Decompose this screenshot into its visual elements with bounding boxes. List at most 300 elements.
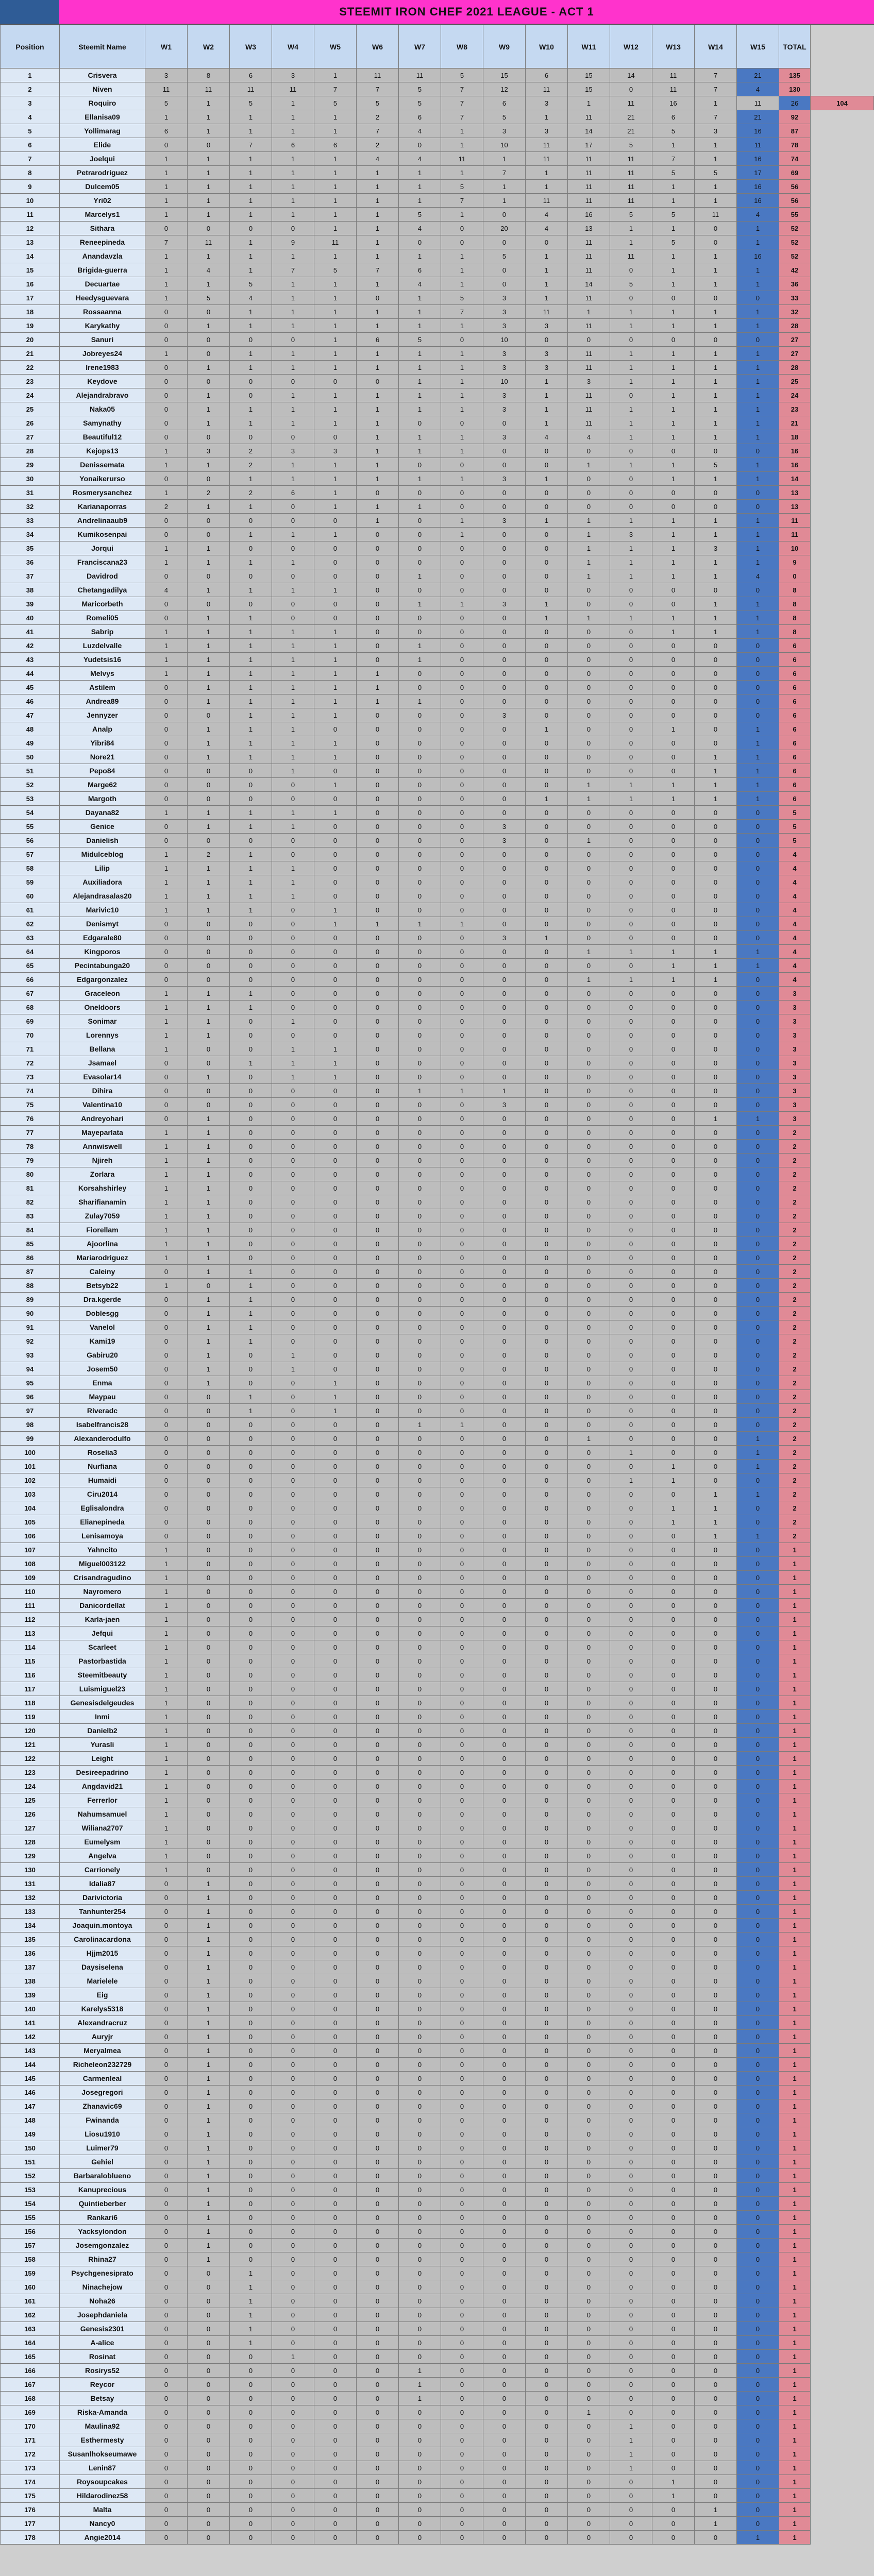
week-cell[interactable]: 0 (610, 625, 652, 639)
total-cell[interactable]: 5 (779, 834, 811, 848)
position-cell[interactable]: 149 (1, 2127, 60, 2141)
week-cell[interactable]: 0 (610, 1223, 652, 1237)
week-cell[interactable]: 0 (695, 2280, 737, 2294)
week-cell[interactable]: 0 (737, 1501, 779, 1515)
week-cell[interactable]: 0 (652, 1126, 695, 1140)
name-cell[interactable]: Korsahshirley (60, 1181, 145, 1195)
week-cell[interactable]: 0 (568, 2350, 610, 2364)
week-cell[interactable]: 0 (483, 1167, 526, 1181)
position-cell[interactable]: 139 (1, 1988, 60, 2002)
name-cell[interactable]: Nahumsamuel (60, 1807, 145, 1821)
week-cell[interactable]: 0 (314, 1209, 357, 1223)
week-cell[interactable]: 5 (652, 235, 695, 249)
week-cell[interactable]: 0 (441, 764, 483, 778)
week-cell[interactable]: 1 (314, 305, 357, 319)
week-cell[interactable]: 1 (568, 2405, 610, 2419)
week-cell[interactable]: 0 (314, 2322, 357, 2336)
total-cell[interactable]: 1 (779, 2252, 811, 2266)
week-cell[interactable]: 0 (695, 639, 737, 653)
week-cell[interactable]: 0 (188, 347, 230, 361)
week-cell[interactable]: 0 (145, 1446, 188, 1460)
week-cell[interactable]: 0 (272, 1654, 314, 1668)
week-cell[interactable]: 0 (737, 1780, 779, 1793)
name-cell[interactable]: Valentina10 (60, 1098, 145, 1112)
week-cell[interactable]: 0 (568, 2447, 610, 2461)
week-cell[interactable]: 1 (652, 555, 695, 569)
week-cell[interactable]: 0 (272, 2002, 314, 2016)
week-cell[interactable]: 1 (568, 611, 610, 625)
week-cell[interactable]: 0 (357, 2044, 399, 2058)
week-cell[interactable]: 0 (272, 959, 314, 973)
name-cell[interactable]: Fiorellam (60, 1223, 145, 1237)
name-cell[interactable]: Kumikosenpai (60, 528, 145, 541)
name-cell[interactable]: Humaidi (60, 1473, 145, 1487)
week-cell[interactable]: 0 (652, 2099, 695, 2113)
week-cell[interactable]: 1 (188, 1265, 230, 1279)
week-cell[interactable]: 0 (610, 639, 652, 653)
total-cell[interactable]: 78 (779, 138, 811, 152)
week-cell[interactable]: 1 (230, 1320, 272, 1334)
week-cell[interactable]: 0 (272, 1446, 314, 1460)
total-cell[interactable]: 6 (779, 778, 811, 792)
week-cell[interactable]: 0 (568, 1933, 610, 1946)
week-cell[interactable]: 0 (188, 430, 230, 444)
week-cell[interactable]: 0 (145, 1293, 188, 1307)
week-cell[interactable]: 1 (695, 2517, 737, 2531)
week-cell[interactable]: 0 (314, 2378, 357, 2392)
week-cell[interactable]: 4 (526, 222, 568, 235)
week-cell[interactable]: 0 (610, 1487, 652, 1501)
week-cell[interactable]: 0 (230, 597, 272, 611)
week-cell[interactable]: 0 (652, 917, 695, 931)
week-cell[interactable]: 0 (652, 1571, 695, 1585)
week-cell[interactable]: 0 (230, 1988, 272, 2002)
week-cell[interactable]: 0 (145, 973, 188, 987)
week-cell[interactable]: 0 (483, 1668, 526, 1682)
week-cell[interactable]: 0 (188, 1807, 230, 1821)
week-cell[interactable]: 0 (695, 1209, 737, 1223)
week-cell[interactable]: 0 (441, 1320, 483, 1334)
position-cell[interactable]: 12 (1, 222, 60, 235)
week-cell[interactable]: 0 (568, 2183, 610, 2197)
week-cell[interactable]: 0 (399, 1265, 441, 1279)
week-cell[interactable]: 0 (441, 486, 483, 500)
position-cell[interactable]: 110 (1, 1585, 60, 1599)
week-cell[interactable]: 0 (441, 681, 483, 694)
week-cell[interactable]: 0 (230, 1960, 272, 1974)
week-cell[interactable]: 1 (314, 388, 357, 402)
week-cell[interactable]: 11 (526, 152, 568, 166)
week-cell[interactable]: 1 (188, 694, 230, 708)
week-cell[interactable]: 0 (610, 1807, 652, 1821)
week-cell[interactable]: 0 (399, 2141, 441, 2155)
week-cell[interactable]: 1 (737, 959, 779, 973)
week-cell[interactable]: 1 (737, 222, 779, 235)
week-cell[interactable]: 1 (357, 667, 399, 681)
week-cell[interactable]: 1 (314, 361, 357, 375)
position-cell[interactable]: 39 (1, 597, 60, 611)
week-cell[interactable]: 0 (357, 2086, 399, 2099)
week-cell[interactable]: 0 (188, 778, 230, 792)
week-cell[interactable]: 0 (737, 2405, 779, 2419)
position-cell[interactable]: 70 (1, 1028, 60, 1042)
week-cell[interactable]: 0 (314, 1112, 357, 1126)
total-cell[interactable]: 1 (779, 2419, 811, 2433)
week-cell[interactable]: 0 (610, 486, 652, 500)
position-cell[interactable]: 157 (1, 2239, 60, 2252)
week-cell[interactable]: 0 (314, 722, 357, 736)
week-cell[interactable]: 1 (230, 305, 272, 319)
week-cell[interactable]: 0 (272, 1835, 314, 1849)
week-cell[interactable]: 11 (737, 138, 779, 152)
week-cell[interactable]: 0 (610, 2225, 652, 2239)
week-cell[interactable]: 0 (737, 1209, 779, 1223)
week-cell[interactable]: 0 (526, 848, 568, 861)
week-cell[interactable]: 0 (441, 2252, 483, 2266)
position-cell[interactable]: 73 (1, 1070, 60, 1084)
week-cell[interactable]: 1 (357, 416, 399, 430)
week-cell[interactable]: 0 (145, 2197, 188, 2211)
week-cell[interactable]: 1 (652, 1473, 695, 1487)
week-cell[interactable]: 0 (652, 1446, 695, 1460)
week-cell[interactable]: 0 (230, 2489, 272, 2503)
week-cell[interactable]: 1 (652, 319, 695, 333)
week-cell[interactable]: 0 (526, 2266, 568, 2280)
week-cell[interactable]: 0 (483, 2266, 526, 2280)
position-cell[interactable]: 49 (1, 736, 60, 750)
week-cell[interactable]: 1 (230, 987, 272, 1001)
total-cell[interactable]: 4 (779, 903, 811, 917)
week-cell[interactable]: 1 (272, 1348, 314, 1362)
week-cell[interactable]: 0 (314, 1515, 357, 1529)
week-cell[interactable]: 0 (568, 2308, 610, 2322)
week-cell[interactable]: 1 (314, 1390, 357, 1404)
week-cell[interactable]: 0 (441, 2461, 483, 2475)
week-cell[interactable]: 0 (526, 2475, 568, 2489)
week-cell[interactable]: 1 (737, 263, 779, 277)
week-cell[interactable]: 1 (610, 361, 652, 375)
week-cell[interactable]: 0 (399, 1626, 441, 1640)
week-cell[interactable]: 0 (145, 1487, 188, 1501)
total-cell[interactable]: 6 (779, 667, 811, 681)
week-cell[interactable]: 1 (188, 1237, 230, 1251)
week-cell[interactable]: 0 (230, 2127, 272, 2141)
week-cell[interactable]: 0 (652, 1056, 695, 1070)
week-cell[interactable]: 1 (145, 1793, 188, 1807)
week-cell[interactable]: 0 (314, 2489, 357, 2503)
week-cell[interactable]: 0 (357, 1752, 399, 1766)
week-cell[interactable]: 1 (188, 903, 230, 917)
total-cell[interactable]: 4 (779, 945, 811, 959)
position-cell[interactable]: 43 (1, 653, 60, 667)
week-cell[interactable]: 0 (695, 1362, 737, 1376)
total-cell[interactable]: 92 (779, 110, 811, 124)
week-cell[interactable]: 1 (188, 625, 230, 639)
week-cell[interactable]: 1 (272, 458, 314, 472)
week-cell[interactable]: 0 (399, 1905, 441, 1919)
week-cell[interactable]: 0 (737, 1223, 779, 1237)
week-cell[interactable]: 0 (652, 1891, 695, 1905)
week-cell[interactable]: 10 (483, 333, 526, 347)
name-cell[interactable]: Edgargonzalez (60, 973, 145, 987)
week-cell[interactable]: 0 (357, 2030, 399, 2044)
week-cell[interactable]: 0 (399, 1181, 441, 1195)
week-cell[interactable]: 0 (695, 1640, 737, 1654)
name-cell[interactable]: Esthermesty (60, 2433, 145, 2447)
week-cell[interactable]: 0 (652, 1738, 695, 1752)
week-cell[interactable]: 0 (399, 528, 441, 541)
week-cell[interactable]: 0 (188, 2503, 230, 2517)
week-cell[interactable]: 0 (357, 583, 399, 597)
week-cell[interactable]: 0 (695, 1181, 737, 1195)
week-cell[interactable]: 0 (188, 138, 230, 152)
week-cell[interactable]: 0 (568, 1877, 610, 1891)
week-cell[interactable]: 0 (483, 1793, 526, 1807)
week-cell[interactable]: 0 (441, 555, 483, 569)
week-cell[interactable]: 1 (145, 1724, 188, 1738)
week-cell[interactable]: 0 (737, 1585, 779, 1599)
week-cell[interactable]: 0 (652, 2322, 695, 2336)
week-cell[interactable]: 0 (188, 1056, 230, 1070)
week-cell[interactable]: 0 (737, 2336, 779, 2350)
week-cell[interactable]: 5 (483, 249, 526, 263)
week-cell[interactable]: 1 (737, 514, 779, 528)
week-cell[interactable]: 0 (695, 1696, 737, 1710)
week-cell[interactable]: 0 (314, 1432, 357, 1446)
week-cell[interactable]: 0 (610, 2531, 652, 2545)
week-cell[interactable]: 1 (230, 848, 272, 861)
week-cell[interactable]: 0 (188, 1571, 230, 1585)
week-cell[interactable]: 0 (357, 1251, 399, 1265)
week-cell[interactable]: 0 (568, 1585, 610, 1599)
week-cell[interactable]: 1 (695, 973, 737, 987)
week-cell[interactable]: 0 (483, 1014, 526, 1028)
total-cell[interactable]: 33 (779, 291, 811, 305)
week-cell[interactable]: 1 (188, 2169, 230, 2183)
week-cell[interactable]: 1 (230, 152, 272, 166)
week-cell[interactable]: 0 (230, 1501, 272, 1515)
week-cell[interactable]: 0 (652, 1766, 695, 1780)
week-cell[interactable]: 0 (314, 1126, 357, 1140)
week-cell[interactable]: 0 (568, 625, 610, 639)
week-cell[interactable]: 1 (695, 402, 737, 416)
name-cell[interactable]: Danielb2 (60, 1724, 145, 1738)
week-cell[interactable]: 0 (483, 1460, 526, 1473)
week-cell[interactable]: 6 (399, 263, 441, 277)
week-cell[interactable]: 0 (695, 1251, 737, 1265)
week-cell[interactable]: 0 (357, 1334, 399, 1348)
week-cell[interactable]: 0 (483, 1974, 526, 1988)
week-cell[interactable]: 0 (526, 1404, 568, 1418)
week-cell[interactable]: 0 (652, 2127, 695, 2141)
week-cell[interactable]: 0 (399, 1404, 441, 1418)
week-cell[interactable]: 0 (526, 2294, 568, 2308)
week-cell[interactable]: 1 (188, 583, 230, 597)
week-cell[interactable]: 1 (695, 430, 737, 444)
name-cell[interactable]: Alejandrasalas20 (60, 889, 145, 903)
week-cell[interactable]: 1 (652, 959, 695, 973)
week-cell[interactable]: 0 (314, 1028, 357, 1042)
week-cell[interactable]: 0 (610, 1557, 652, 1571)
week-cell[interactable]: 1 (145, 1738, 188, 1752)
week-cell[interactable]: 0 (483, 1056, 526, 1070)
week-cell[interactable]: 11 (441, 152, 483, 166)
week-cell[interactable]: 0 (526, 681, 568, 694)
week-cell[interactable]: 1 (230, 1279, 272, 1293)
week-cell[interactable]: 1 (188, 653, 230, 667)
week-cell[interactable]: 4 (568, 430, 610, 444)
week-cell[interactable]: 1 (652, 347, 695, 361)
week-cell[interactable]: 0 (610, 1891, 652, 1905)
week-cell[interactable]: 0 (441, 1599, 483, 1613)
week-cell[interactable]: 5 (314, 96, 357, 110)
name-cell[interactable]: Brigida-guerra (60, 263, 145, 277)
week-cell[interactable]: 0 (399, 1154, 441, 1167)
week-cell[interactable]: 1 (399, 569, 441, 583)
week-cell[interactable]: 0 (652, 1084, 695, 1098)
name-cell[interactable]: Dulcem05 (60, 180, 145, 194)
week-cell[interactable]: 1 (145, 194, 188, 208)
total-cell[interactable]: 1 (779, 2308, 811, 2322)
total-cell[interactable]: 1 (779, 1933, 811, 1946)
week-cell[interactable]: 0 (610, 1919, 652, 1933)
week-cell[interactable]: 0 (188, 708, 230, 722)
name-cell[interactable]: Meryalmea (60, 2044, 145, 2058)
week-cell[interactable]: 0 (314, 2364, 357, 2378)
week-cell[interactable]: 0 (737, 1696, 779, 1710)
week-cell[interactable]: 1 (272, 889, 314, 903)
week-cell[interactable]: 0 (610, 1418, 652, 1432)
week-cell[interactable]: 0 (357, 1780, 399, 1793)
name-cell[interactable]: Niven (60, 82, 145, 96)
week-cell[interactable]: 0 (737, 973, 779, 987)
week-cell[interactable]: 0 (188, 2405, 230, 2419)
week-cell[interactable]: 1 (188, 875, 230, 889)
name-cell[interactable]: Lilip (60, 861, 145, 875)
week-cell[interactable]: 1 (188, 1154, 230, 1167)
week-cell[interactable]: 0 (314, 2405, 357, 2419)
name-cell[interactable]: Yibri84 (60, 736, 145, 750)
position-cell[interactable]: 90 (1, 1307, 60, 1320)
week-cell[interactable]: 0 (441, 1933, 483, 1946)
week-cell[interactable]: 0 (610, 1682, 652, 1696)
week-cell[interactable]: 1 (526, 110, 568, 124)
week-cell[interactable]: 0 (610, 861, 652, 875)
week-cell[interactable]: 1 (695, 569, 737, 583)
week-cell[interactable]: 0 (230, 792, 272, 806)
week-cell[interactable]: 0 (568, 1668, 610, 1682)
week-cell[interactable]: 0 (188, 1821, 230, 1835)
week-cell[interactable]: 0 (357, 1056, 399, 1070)
week-cell[interactable]: 0 (357, 1112, 399, 1126)
week-cell[interactable]: 0 (188, 764, 230, 778)
week-cell[interactable]: 0 (483, 1780, 526, 1793)
total-cell[interactable]: 1 (779, 1766, 811, 1780)
name-cell[interactable]: Zorlara (60, 1167, 145, 1181)
week-cell[interactable]: 0 (441, 2531, 483, 2545)
week-cell[interactable]: 0 (399, 736, 441, 750)
week-cell[interactable]: 0 (441, 1515, 483, 1529)
week-cell[interactable]: 0 (526, 1056, 568, 1070)
week-cell[interactable]: 1 (188, 361, 230, 375)
name-cell[interactable]: Sanuri (60, 333, 145, 347)
week-cell[interactable]: 6 (483, 96, 526, 110)
week-cell[interactable]: 1 (357, 917, 399, 931)
week-cell[interactable]: 0 (695, 1571, 737, 1585)
week-cell[interactable]: 0 (610, 1793, 652, 1807)
week-cell[interactable]: 0 (441, 1946, 483, 1960)
week-cell[interactable]: 0 (357, 597, 399, 611)
week-cell[interactable]: 0 (230, 2155, 272, 2169)
week-cell[interactable]: 0 (357, 1571, 399, 1585)
week-cell[interactable]: 0 (568, 2099, 610, 2113)
week-cell[interactable]: 0 (441, 806, 483, 820)
week-cell[interactable]: 0 (652, 1487, 695, 1501)
week-cell[interactable]: 0 (526, 2433, 568, 2447)
week-cell[interactable]: 1 (230, 472, 272, 486)
week-cell[interactable]: 0 (483, 1738, 526, 1752)
week-cell[interactable]: 10 (483, 138, 526, 152)
week-cell[interactable]: 0 (441, 1613, 483, 1626)
week-cell[interactable]: 0 (188, 1696, 230, 1710)
week-cell[interactable]: 0 (272, 2405, 314, 2419)
week-cell[interactable]: 0 (314, 2058, 357, 2072)
week-cell[interactable]: 1 (145, 1626, 188, 1640)
position-cell[interactable]: 45 (1, 681, 60, 694)
week-cell[interactable]: 0 (737, 1543, 779, 1557)
week-cell[interactable]: 0 (652, 1348, 695, 1362)
week-cell[interactable]: 0 (610, 820, 652, 834)
week-cell[interactable]: 1 (314, 333, 357, 347)
week-cell[interactable]: 0 (610, 2392, 652, 2405)
name-cell[interactable]: Marielele (60, 1974, 145, 1988)
week-cell[interactable]: 0 (652, 1668, 695, 1682)
week-cell[interactable]: 5 (399, 82, 441, 96)
week-cell[interactable]: 0 (188, 2364, 230, 2378)
week-cell[interactable]: 0 (230, 2461, 272, 2475)
week-cell[interactable]: 11 (737, 96, 779, 110)
week-cell[interactable]: 0 (357, 2294, 399, 2308)
week-cell[interactable]: 0 (399, 1960, 441, 1974)
week-cell[interactable]: 1 (188, 2141, 230, 2155)
week-cell[interactable]: 0 (483, 1446, 526, 1460)
week-cell[interactable]: 0 (737, 681, 779, 694)
week-cell[interactable]: 1 (272, 472, 314, 486)
week-cell[interactable]: 0 (483, 500, 526, 514)
total-cell[interactable]: 2 (779, 1501, 811, 1515)
week-cell[interactable]: 0 (737, 1181, 779, 1195)
week-cell[interactable]: 1 (188, 667, 230, 681)
week-cell[interactable]: 1 (695, 375, 737, 388)
week-cell[interactable]: 0 (399, 1334, 441, 1348)
week-cell[interactable]: 0 (145, 1905, 188, 1919)
week-cell[interactable]: 0 (357, 1473, 399, 1487)
week-cell[interactable]: 0 (230, 2169, 272, 2183)
week-cell[interactable]: 0 (399, 2239, 441, 2252)
position-cell[interactable]: 59 (1, 875, 60, 889)
week-cell[interactable]: 0 (145, 2225, 188, 2239)
week-cell[interactable]: 0 (483, 750, 526, 764)
position-cell[interactable]: 21 (1, 347, 60, 361)
week-cell[interactable]: 0 (568, 1515, 610, 1529)
week-cell[interactable]: 3 (272, 444, 314, 458)
week-cell[interactable]: 0 (568, 903, 610, 917)
week-cell[interactable]: 0 (483, 2336, 526, 2350)
week-cell[interactable]: 0 (610, 1613, 652, 1626)
week-cell[interactable]: 0 (357, 1446, 399, 1460)
week-cell[interactable]: 7 (357, 263, 399, 277)
week-cell[interactable]: 1 (695, 319, 737, 333)
